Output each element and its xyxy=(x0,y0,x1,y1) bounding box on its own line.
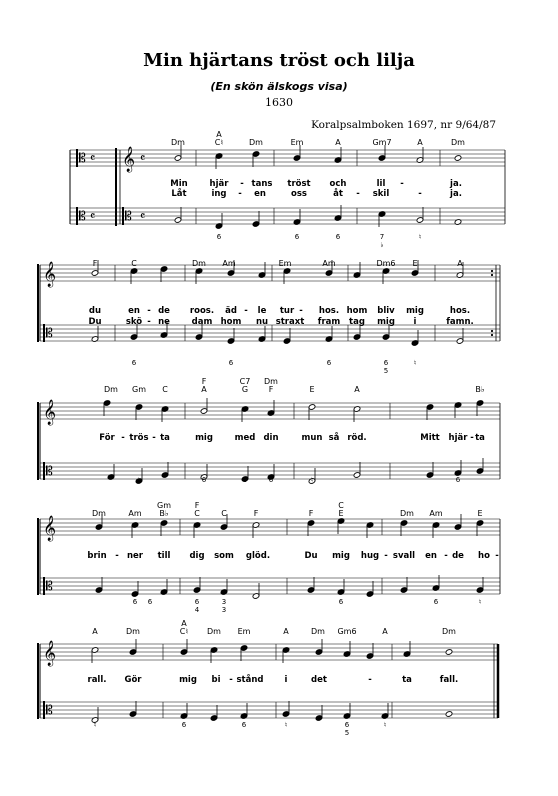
figured-bass: 6 xyxy=(147,598,153,606)
lyric-syllable: lil xyxy=(376,179,386,189)
c-clef-icon xyxy=(43,701,45,719)
c-clef-icon xyxy=(43,324,45,342)
treble-clef-icon: 𝄞 xyxy=(43,400,57,425)
lyric-syllable: ing xyxy=(211,189,227,199)
lyric-syllable: - xyxy=(147,306,151,316)
figured-bass: 4 xyxy=(194,606,200,614)
lyric-syllable: brin xyxy=(87,551,107,561)
lyric-syllable: tag xyxy=(349,317,365,327)
c-clef-icon xyxy=(122,207,124,225)
chord-symbol: F xyxy=(201,377,207,386)
melody-note xyxy=(445,649,453,656)
lyric-syllable: dig xyxy=(189,551,205,561)
lyric-syllable: mig xyxy=(179,675,197,685)
lyric-syllable: Låt xyxy=(171,189,187,199)
chord-symbol: A xyxy=(201,385,207,394)
lyric-syllable: rall. xyxy=(87,675,107,685)
chord-symbol: Dm xyxy=(311,627,325,636)
lyric-syllable: fall. xyxy=(439,675,459,685)
lyric-syllable: oss xyxy=(291,189,307,199)
lyric-syllable: Du xyxy=(88,317,102,327)
lyric-syllable: - xyxy=(229,675,233,685)
c-clef-icon xyxy=(43,462,45,480)
chord-symbol: Em xyxy=(237,627,251,636)
chord-symbol: C xyxy=(194,509,200,518)
lyric-syllable: du xyxy=(88,306,102,316)
lyric-syllable: ta xyxy=(402,675,412,685)
lyric-syllable: ja. xyxy=(450,189,462,199)
chord-symbol: C♮ xyxy=(214,138,224,147)
lyric-syllable: mig xyxy=(332,551,350,561)
source-reference: Koralpsalmboken 1697, nr 9/64/87 xyxy=(311,119,496,131)
c-clef-icon xyxy=(76,149,78,167)
chord-symbol: Dm xyxy=(400,509,414,518)
lyric-syllable: - xyxy=(147,317,151,327)
lyric-syllable: så xyxy=(328,433,340,443)
lyric-syllable: mig xyxy=(377,317,395,327)
figured-bass: 3 xyxy=(221,598,227,606)
lyric-syllable: hjär xyxy=(448,433,468,443)
time-signature: 𝄴 xyxy=(140,209,146,223)
lyric-syllable: Mitt xyxy=(420,433,440,443)
chord-symbol: Gm7 xyxy=(372,138,392,147)
lyric-syllable: fram xyxy=(317,317,341,327)
lyric-syllable: - xyxy=(368,675,372,685)
c-clef-icon: 𝄡 xyxy=(46,464,53,478)
chord-symbol: B♭ xyxy=(475,385,485,394)
chord-symbol: A xyxy=(457,259,463,268)
lyric-syllable: och xyxy=(329,179,347,189)
figured-bass: 7 xyxy=(379,233,385,241)
figured-bass: 6 xyxy=(326,359,332,367)
c-clef-icon: 𝄡 xyxy=(46,703,53,717)
figured-bass: 6 xyxy=(294,233,300,241)
music-system xyxy=(38,639,498,723)
c-clef-icon: 𝄡 xyxy=(79,209,86,223)
lyric-syllable: skil xyxy=(372,189,390,199)
lyric-syllable: bi xyxy=(211,675,221,685)
chord-symbol: Em xyxy=(278,259,292,268)
lyric-syllable: - xyxy=(152,433,156,443)
figured-bass: 6 xyxy=(201,476,207,484)
figured-bass: ♮ xyxy=(418,233,422,241)
lyric-syllable: famn. xyxy=(446,317,474,327)
chord-symbol: C xyxy=(162,385,168,394)
figured-bass: 6 xyxy=(383,359,389,367)
chord-symbol: Am xyxy=(128,509,142,518)
lyric-syllable: en xyxy=(254,189,266,199)
time-signature: 𝄴 xyxy=(140,151,146,165)
lyric-syllable: ta xyxy=(160,433,170,443)
chord-symbol: G xyxy=(241,385,249,394)
lyric-syllable: hos. xyxy=(318,306,340,316)
chord-symbol: Dm xyxy=(192,259,206,268)
chord-symbol: E xyxy=(338,509,344,518)
chord-symbol: A xyxy=(382,627,388,636)
chord-symbol: C7 xyxy=(239,377,251,386)
lyric-syllable: tröst xyxy=(287,179,311,189)
chord-symbol: C♮ xyxy=(179,627,189,636)
lyric-syllable: dam xyxy=(191,317,213,327)
lyric-syllable: en xyxy=(128,306,140,316)
lyric-syllable: - xyxy=(356,189,360,199)
c-clef-icon xyxy=(43,577,45,595)
figured-bass: 6 xyxy=(228,359,234,367)
treble-clef-icon: 𝄞 xyxy=(43,641,57,666)
lyric-syllable: Du xyxy=(304,551,318,561)
lyric-syllable: de xyxy=(452,551,464,561)
figured-bass: 6 xyxy=(433,598,439,606)
repeat-dot xyxy=(491,330,493,332)
repeat-dot xyxy=(491,334,493,336)
chord-symbol: E xyxy=(477,509,483,518)
chord-symbol: F xyxy=(268,385,274,394)
figured-bass: ♮ xyxy=(310,476,314,484)
treble-clef-icon: 𝄞 xyxy=(43,516,57,541)
lyric-syllable: straxt xyxy=(275,317,305,327)
time-signature: 𝄴 xyxy=(90,151,96,165)
lyric-syllable: hug xyxy=(360,551,380,561)
lyric-syllable: äd xyxy=(225,306,237,316)
figured-bass: 6 xyxy=(131,359,137,367)
chord-symbol: Dm6 xyxy=(376,259,396,268)
lyric-syllable: i xyxy=(284,675,288,685)
chord-symbol: Dm xyxy=(249,138,263,147)
lyric-syllable: de xyxy=(158,306,170,316)
lyric-syllable: ja. xyxy=(450,179,462,189)
treble-clef-icon: 𝄞 xyxy=(122,147,136,172)
figured-bass: ♮ xyxy=(478,598,482,606)
chord-symbol: Dm xyxy=(442,627,456,636)
lyric-syllable: hom xyxy=(346,306,368,316)
chord-symbol: Gm6 xyxy=(337,627,357,636)
lyric-syllable: - xyxy=(240,179,244,189)
chord-symbol: Dm xyxy=(451,138,465,147)
figured-bass: ♭ xyxy=(380,241,384,249)
figured-bass: 6 xyxy=(242,476,248,484)
figured-bass: ♮ xyxy=(93,721,97,729)
chord-symbol: Gm xyxy=(157,501,171,510)
lyric-syllable: en xyxy=(425,551,437,561)
lyric-syllable: med xyxy=(234,433,256,443)
lyric-syllable: tans xyxy=(251,179,273,189)
chord-symbol: B♭ xyxy=(159,509,169,518)
chord-symbol: Am xyxy=(222,259,236,268)
figured-bass: ♭ xyxy=(137,476,141,484)
chord-symbol: Am xyxy=(322,259,336,268)
lyric-syllable: skö xyxy=(125,317,143,327)
lyric-syllable: ho xyxy=(478,551,490,561)
figured-bass: 6 xyxy=(338,598,344,606)
repeat-dot xyxy=(491,270,493,272)
lyric-syllable: ta xyxy=(475,433,485,443)
lyric-syllable: - xyxy=(470,433,474,443)
lyric-syllable: som xyxy=(214,551,234,561)
figured-bass: 6 xyxy=(194,598,200,606)
time-signature: 𝄴 xyxy=(90,209,96,223)
figured-bass: 3 xyxy=(221,606,227,614)
lyric-syllable: - xyxy=(495,551,499,561)
lyric-syllable: ne xyxy=(158,317,170,327)
lyric-syllable: - xyxy=(400,179,404,189)
page-subtitle: (En skön älskogs visa) xyxy=(210,80,348,93)
lyric-syllable: mig xyxy=(406,306,424,316)
lyric-syllable: Gör xyxy=(124,675,142,685)
lyric-syllable: stånd xyxy=(236,675,264,685)
lyric-syllable: - xyxy=(384,551,388,561)
lyric-syllable: svall xyxy=(392,551,416,561)
chord-symbol: A xyxy=(216,130,222,139)
lyric-syllable: till xyxy=(157,551,171,561)
chord-symbol: C xyxy=(338,501,344,510)
figured-bass: 6 xyxy=(335,233,341,241)
lyric-syllable: - xyxy=(444,551,448,561)
chord-symbol: E xyxy=(309,385,315,394)
chord-symbol: Dm xyxy=(104,385,118,394)
chord-symbol: F xyxy=(253,509,259,518)
figured-bass: 6 xyxy=(241,721,247,729)
chord-symbol: A xyxy=(283,627,289,636)
chord-symbol: E xyxy=(412,259,418,268)
c-clef-icon: 𝄡 xyxy=(79,151,86,165)
lyric-syllable: - xyxy=(115,551,119,561)
chord-symbol: Dm xyxy=(126,627,140,636)
lyric-syllable: - xyxy=(299,306,303,316)
lyric-syllable: i xyxy=(413,317,417,327)
chord-symbol: Dm xyxy=(92,509,106,518)
lyric-syllable: tur xyxy=(279,306,295,316)
lyric-syllable: mig xyxy=(195,433,213,443)
figured-bass: 6 xyxy=(132,598,138,606)
figured-bass: 6 xyxy=(344,721,350,729)
repeat-dot xyxy=(491,274,493,276)
figured-bass: 6 xyxy=(268,476,274,484)
lyric-syllable: - xyxy=(418,189,422,199)
lyric-syllable: nu xyxy=(255,317,269,327)
music-system xyxy=(38,260,500,346)
figured-bass: 6 xyxy=(216,233,222,241)
c-clef-icon: 𝄡 xyxy=(46,326,53,340)
chord-symbol: F xyxy=(92,259,98,268)
figured-bass: 5 xyxy=(383,367,389,375)
chord-symbol: Em xyxy=(290,138,304,147)
chord-symbol: A xyxy=(92,627,98,636)
chord-symbol: F xyxy=(194,501,200,510)
chord-symbol: A xyxy=(181,619,187,628)
chord-symbol: Am xyxy=(429,509,443,518)
c-clef-icon xyxy=(76,207,78,225)
lyric-syllable: röd. xyxy=(347,433,367,443)
composition-year: 1630 xyxy=(265,96,293,109)
chord-symbol: Gm xyxy=(132,385,146,394)
figured-bass: ♮ xyxy=(284,721,288,729)
lyric-syllable: - xyxy=(121,433,125,443)
chord-symbol: A xyxy=(417,138,423,147)
page-title: Min hjärtans tröst och lilja xyxy=(143,50,415,71)
figured-bass: ♮ xyxy=(413,359,417,367)
bass-note xyxy=(445,711,453,718)
lyric-syllable: ner xyxy=(126,551,144,561)
lyric-syllable: glöd. xyxy=(245,551,271,561)
chord-symbol: F xyxy=(308,509,314,518)
lyric-syllable: hom xyxy=(220,317,242,327)
lyric-syllable: - xyxy=(238,189,242,199)
lyric-syllable: bliv xyxy=(377,306,395,316)
chord-symbol: Dm xyxy=(264,377,278,386)
figured-bass: ♮ xyxy=(383,721,387,729)
chord-symbol: C xyxy=(221,509,227,518)
c-clef-icon: 𝄡 xyxy=(46,579,53,593)
figured-bass: 5 xyxy=(344,729,350,737)
lyric-syllable: mun xyxy=(301,433,323,443)
lyric-syllable: För xyxy=(99,433,115,443)
chord-symbol: A xyxy=(354,385,360,394)
lyric-syllable: trös xyxy=(129,433,149,443)
lyric-syllable: - xyxy=(244,306,248,316)
lyric-syllable: hjär xyxy=(209,179,229,189)
lyric-syllable: åt xyxy=(333,189,343,199)
melody-note xyxy=(454,155,462,162)
c-clef-icon: 𝄡 xyxy=(125,209,132,223)
treble-clef-icon: 𝄞 xyxy=(43,262,57,287)
lyric-syllable: din xyxy=(263,433,279,443)
chord-symbol: Dm xyxy=(171,138,185,147)
chord-symbol: A xyxy=(335,138,341,147)
lyric-syllable: le xyxy=(257,306,267,316)
chord-symbol: C xyxy=(131,259,137,268)
lyric-syllable: roos. xyxy=(189,306,215,316)
figured-bass: 6 xyxy=(181,721,187,729)
lyric-syllable: det xyxy=(311,675,327,685)
chord-symbol: Dm xyxy=(207,627,221,636)
figured-bass: 6 xyxy=(455,476,461,484)
lyric-syllable: Min xyxy=(170,179,188,189)
lyric-syllable: hos. xyxy=(449,306,471,316)
